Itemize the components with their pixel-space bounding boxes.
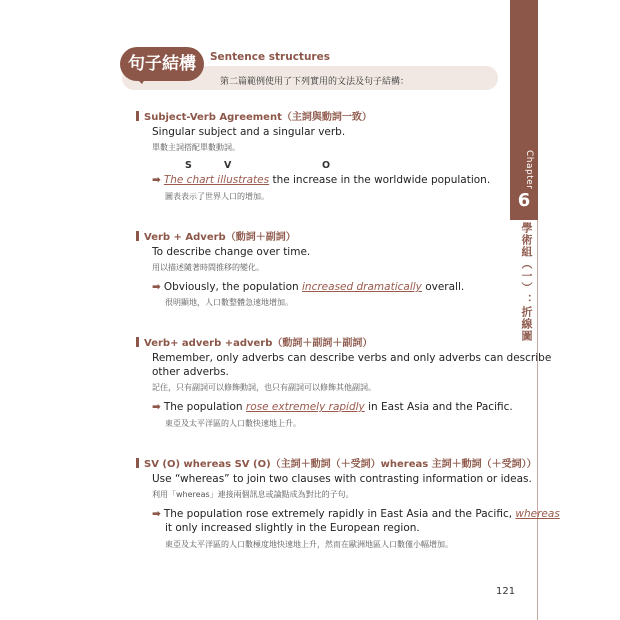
arrow-icon: ➡	[152, 281, 161, 293]
section-text: To describe change over time.	[152, 246, 311, 258]
section-heading: Verb + Adverb（動詞＋副詞）	[136, 228, 296, 243]
example-sentence: ➡ Obviously, the population increased dramatically overall.	[152, 281, 465, 293]
sidebar-rule	[537, 220, 538, 620]
section-text-zh: 單數主詞搭配單數動詞。	[152, 143, 240, 152]
chapter-number: 6	[517, 190, 531, 211]
example-zh: 圖表表示了世界人口的增加。	[165, 192, 269, 201]
section-heading: Subject-Verb Agreement（主詞與動詞一致）	[136, 108, 372, 123]
arrow-icon: ➡	[152, 174, 161, 186]
svo-v: V	[224, 160, 232, 171]
header-badge: 句子結構	[120, 47, 204, 81]
chapter-label: Chapter	[524, 150, 534, 190]
example-zh: 東亞及太平洋區的人口數快速地上升。	[165, 419, 301, 428]
example-sentence: ➡ The population rose extremely rapidly in East Asia and the Pacific, whereas	[152, 508, 560, 520]
example-sentence: ➡ The population rose extremely rapidly in East Asia and the Pacific.	[152, 401, 513, 413]
section-text-zh: 用以描述隨著時間推移的變化。	[152, 263, 264, 272]
example-zh: 東亞及太平洋區的人口數極度地快速地上升，然而在歐洲地區人口數僅小幅增加。	[165, 540, 453, 549]
section-text: Singular subject and a singular verb.	[152, 126, 346, 138]
example-sentence: ➡ The chart illustrates the increase in the worldwide population.	[152, 174, 491, 186]
section-text: other adverbs.	[152, 366, 229, 378]
page-number: 121	[496, 586, 516, 597]
header-subtitle: 第二篇範例使用了下列實用的文法及句子結構：	[220, 77, 410, 87]
arrow-icon: ➡	[152, 508, 161, 520]
example-zh: 很明顯地，人口數整體急速地增加。	[165, 298, 293, 307]
section-text: Remember, only adverbs can describe verbs and only adverbs can describe	[152, 352, 552, 364]
svo-o: O	[322, 160, 331, 171]
svo-s: S	[185, 160, 192, 171]
chapter-title: 學術組（一）：折線圖	[520, 222, 533, 342]
section-text-zh: 記住，只有副詞可以修飾動詞，也只有副詞可以修飾其他副詞。	[152, 383, 376, 392]
section-heading: SV (O) whereas SV (O)（主詞＋動詞（＋受詞）whereas 主詞＋動詞（＋受詞））	[136, 455, 537, 470]
arrow-icon: ➡	[152, 401, 161, 413]
section-heading: Verb+ adverb +adverb（動詞＋副詞＋副詞）	[136, 334, 372, 349]
section-text: Use “whereas” to join two clauses with contrasting information or ideas.	[152, 473, 532, 485]
section-text-zh: 利用「whereas」連接兩個訊息或論點成為對比的子句。	[152, 490, 354, 499]
example-sentence-line2: it only increased slightly in the European region.	[165, 522, 420, 534]
header-title: Sentence structures	[210, 51, 330, 63]
